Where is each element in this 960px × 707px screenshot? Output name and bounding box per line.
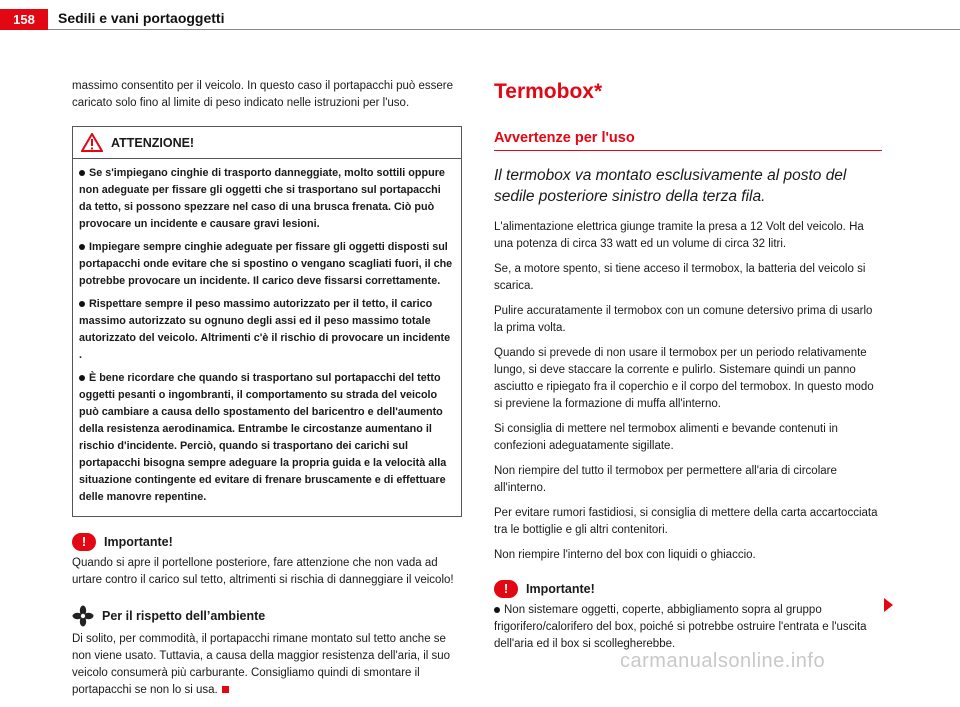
warning-item: Impiegare sempre cinghie adeguate per fissare gli oggetti disposti sul portapacchi onde evitare che si spostino o vengano scagliati fuori, il che potrebbe provocare un incidente. Il carico deve fissarsi correttamente.: [79, 241, 453, 287]
body-paragraph: Non riempire l'interno del box con liquidi o ghiaccio.: [494, 549, 756, 561]
body-paragraph: Se, a motore spento, si tiene acceso il termobox, la batteria del veicolo si scarica.: [494, 263, 866, 292]
bullet-icon: [79, 301, 85, 307]
important-header: [494, 580, 882, 598]
section-title: Termobox*: [494, 80, 603, 103]
warning-item: Se s'impiegano cinghie di trasporto danneggiate, molto sottili oppure non adeguate per fissare gli oggetti che si trasportano sul portapacchi da tetto, si possono spezzare nel caso di una brusca frenata. Ciò può provocare un incidente e causare gravi lesioni.: [79, 167, 445, 230]
bullet-icon: [79, 375, 85, 381]
important-header: [72, 533, 462, 551]
page-header: [0, 0, 960, 30]
warning-header: [73, 127, 461, 159]
body-paragraph: L'alimentazione elettrica giunge tramite la presa a 12 Volt del veicolo. Ha una potenza di circa 33 watt ed un volume di circa 32 litri.: [494, 221, 864, 250]
body-paragraph: Quando si prevede di non usare il termobox per un periodo relativamente lungo, si deve staccare la corrente e pulirlo. Sistemare quindi un panno asciutto e ripiegato fra il coperchio e il corpo del termobox. In questo modo si previene la formazione di muffa all'interno.: [494, 347, 874, 410]
important-text: Non sistemare oggetti, coperte, abbigliamento sopra al gruppo frigorifero/calorifero del box, poiché si potrebbe ostruire l'entrata e l'uscita dell'aria ed il box si scollegherebbe.: [494, 604, 867, 650]
warning-item: È bene ricordare che quando si trasportano sul portapacchi del tetto oggetti pesanti o ingombranti, il comportamento su strada del veicolo può cambiare a causa dello spostamento del baricentro e dell'aumento della resistenza aerodinamica. Entrambe le circostanze aumentano il rischio d'incidente. Perciò, quando si trasportano dei carichi sul portapacchi bisogna sempre adeguare la propria guida e la velocità alla situazione contingente ed evitare di frenare bruscamente e di effettuare delle manovre repentine.: [79, 372, 447, 503]
bullet-icon: [79, 244, 85, 250]
section-subtitle: Avvertenze per l'uso: [494, 130, 882, 151]
left-column: [72, 78, 462, 707]
watermark: carmanualsonline.info: [620, 650, 826, 672]
body-paragraph: Pulire accuratamente il termobox con un comune detersivo prima di usarlo la prima volta.: [494, 305, 873, 334]
right-column: [494, 78, 882, 661]
body-paragraph: Non riempire del tutto il termobox per permettere all'aria di circolare all'interno.: [494, 465, 837, 494]
exclamation-icon: !: [72, 533, 96, 551]
end-square-icon: [222, 686, 229, 693]
next-page-arrow-icon[interactable]: [884, 598, 893, 612]
header-divider: [48, 29, 960, 30]
warning-triangle-icon: [81, 133, 103, 152]
warning-box: [72, 126, 462, 517]
lead-paragraph: Il termobox va montato esclusivamente al posto del sedile posteriore sinistro della terza fila.: [494, 167, 847, 205]
intro-paragraph: massimo consentito per il veicolo. In questo caso il portapacchi può essere caricato solo fino al limite di peso indicato nelle istruzioni per l'uso.: [72, 80, 453, 109]
important-title: Importante!: [104, 535, 173, 549]
flower-icon: [72, 605, 94, 627]
chapter-title: Sedili e vani portaoggetti: [58, 10, 225, 26]
warning-item: Rispettare sempre il peso massimo autorizzato per il tetto, il carico massimo autorizzato su ognuno degli assi ed il peso massimo totale autorizzato del veicolo. Altrimenti c'è il rischio di provocare un incidente .: [79, 298, 451, 361]
important-text: Quando si apre il portellone posteriore, fare attenzione che non vada ad urtare contro il carico sul tetto, altrimenti si rischia di danneggiare il veicolo!: [72, 557, 454, 586]
body-paragraph: Si consiglia di mettere nel termobox alimenti e bevande contenuti in confezioni adeguatamente sigillate.: [494, 423, 838, 452]
environment-title: Per il rispetto dell’ambiente: [102, 609, 266, 623]
bullet-icon: [494, 607, 500, 613]
bullet-icon: [79, 170, 85, 176]
environment-text: Di solito, per commodità, il portapacchi rimane montato sul tetto anche se non viene usato. Tuttavia, a causa della maggior resistenza dell'aria, il suo veicolo consumerà più carburante. Consigliamo quindi di smontare il portapacchi se non lo si usa.: [72, 633, 451, 696]
warning-title: ATTENZIONE!: [111, 135, 195, 150]
page-number: 158: [0, 9, 48, 30]
body-paragraph: Per evitare rumori fastidiosi, si consiglia di mettere della carta accartocciata tra le bottiglie e gli altri contenitori.: [494, 507, 878, 536]
important-title: Importante!: [526, 582, 595, 596]
exclamation-icon: !: [494, 580, 518, 598]
environment-header: [72, 605, 462, 627]
